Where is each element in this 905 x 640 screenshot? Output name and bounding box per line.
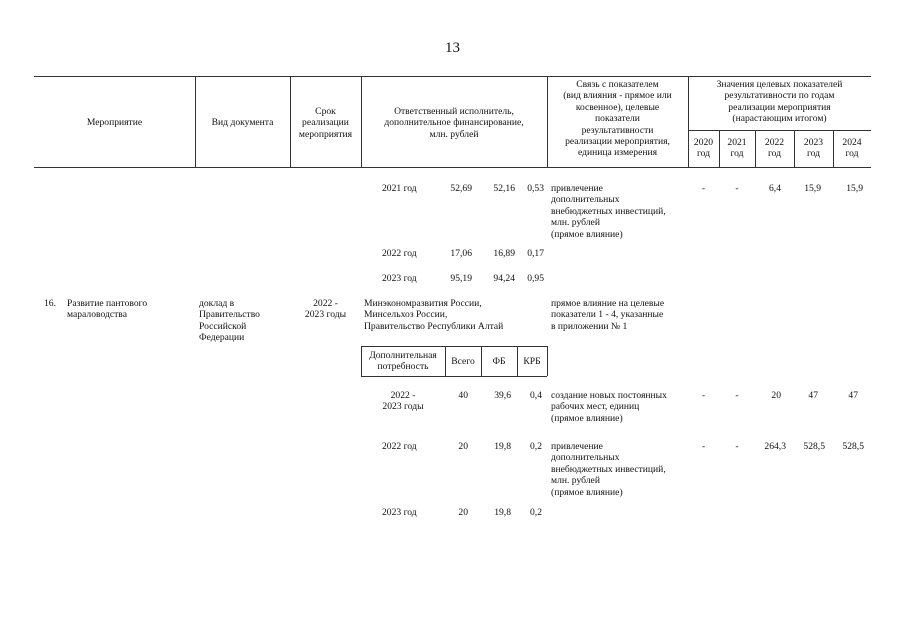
total-value: 40 [458,390,468,401]
header-doc-type: Вид документа [211,117,274,128]
header-measure: Мероприятие [86,117,143,128]
krb-value: 0,2 [530,507,542,518]
subheader-krb: КРБ [523,356,541,367]
period-label: 2023 год [382,273,417,284]
indicator-value: - [735,441,739,452]
fb-value: 19,8 [494,507,511,518]
item-doc-type: доклад в Правительство Российской Федерации [199,298,260,344]
indicator-value: - [701,183,706,194]
indicator-text: привлечение дополнительных внебюджетных инвестиций, млн. рублей (прямое влияние) [551,183,666,240]
total-value: 20 [458,507,468,518]
header-year: 2022 год [764,137,785,160]
subheader-total: Всего [451,356,475,367]
table-top-border [34,76,871,77]
indicator-value: 528,5 [803,441,825,452]
period-label: 2023 год [382,507,417,518]
header-year: 2020 год [693,137,714,160]
krb-value: 0,53 [527,183,544,194]
indicator-text: создание новых постоянных рабочих мест, единиц (прямое влияние) [551,390,667,424]
subheader-bottom-border [361,376,547,377]
indicator-value: 528,5 [842,441,864,452]
indicator-value: 47 [808,390,818,401]
subheader-need: Дополнительная потребность [369,350,437,373]
indicator-text: привлечение дополнительных внебюджетных инвестиций, млн. рублей (прямое влияние) [551,441,666,498]
years-divider [688,130,871,131]
fb-value: 52,16 [493,183,515,194]
fb-value: 16,89 [493,248,515,259]
item-term: 2022 - 2023 годы [304,298,347,321]
header-term: Срок реализации мероприятия [298,106,353,140]
header-year: 2021 год [727,137,747,160]
indicator-value: - [735,390,739,401]
header-bottom-border [34,167,871,168]
total-value: 52,69 [450,183,472,194]
header-year: 2023 год [803,137,824,160]
indicator-value: 20 [771,390,781,401]
indicator-value: 15,9 [804,183,821,194]
subheader-divider [547,346,548,376]
total-value: 17,06 [450,248,472,259]
krb-value: 0,95 [527,273,544,284]
period-label: 2022 - 2023 годы [382,390,424,413]
fb-value: 19,8 [494,441,511,452]
indicator-value: - [701,390,706,401]
item-measure: Развитие пантового мараловодства [67,298,148,321]
period-label: 2022 год [382,441,417,452]
header-values: Значения целевых показателей результативности по годам реализации мероприятия (нарастающим итогом) [716,79,843,125]
subheader-fb: ФБ [492,356,506,367]
header-responsible: Ответственный исполнитель, дополнительное финансирование, млн. рублей [384,106,524,140]
item-responsible: Минэкономразвития России, Минсельхоз России, Правительство Республики Алтай [364,298,504,332]
indicator-value: - [735,183,739,194]
indicator-value: 264,3 [764,441,786,452]
page-number: 13 [445,40,460,56]
fb-value: 39,6 [494,390,511,401]
header-year: 2024 год [842,137,862,160]
period-label: 2022 год [382,248,417,259]
krb-value: 0,4 [530,390,542,401]
indicator-value: 47 [848,390,858,401]
indicator-value: 15,9 [846,183,863,194]
total-value: 95,19 [450,273,472,284]
item-number: 16. [44,298,56,309]
indicator-value: 6,4 [769,183,781,194]
fb-value: 94,24 [493,273,515,284]
header-link: Связь с показателем (вид влияния - прямое или косвенное), целевые показатели результативности реализации мероприятия, единица измерения [563,79,672,159]
total-value: 20 [458,441,468,452]
krb-value: 0,2 [530,441,542,452]
krb-value: 0,17 [527,248,544,259]
item-link: прямое влияние на целевые показатели 1 - 4, указанные в приложении № 1 [551,298,665,332]
subheader-top-border [361,346,547,347]
indicator-value: - [701,441,706,452]
period-label: 2021 год [382,183,417,194]
